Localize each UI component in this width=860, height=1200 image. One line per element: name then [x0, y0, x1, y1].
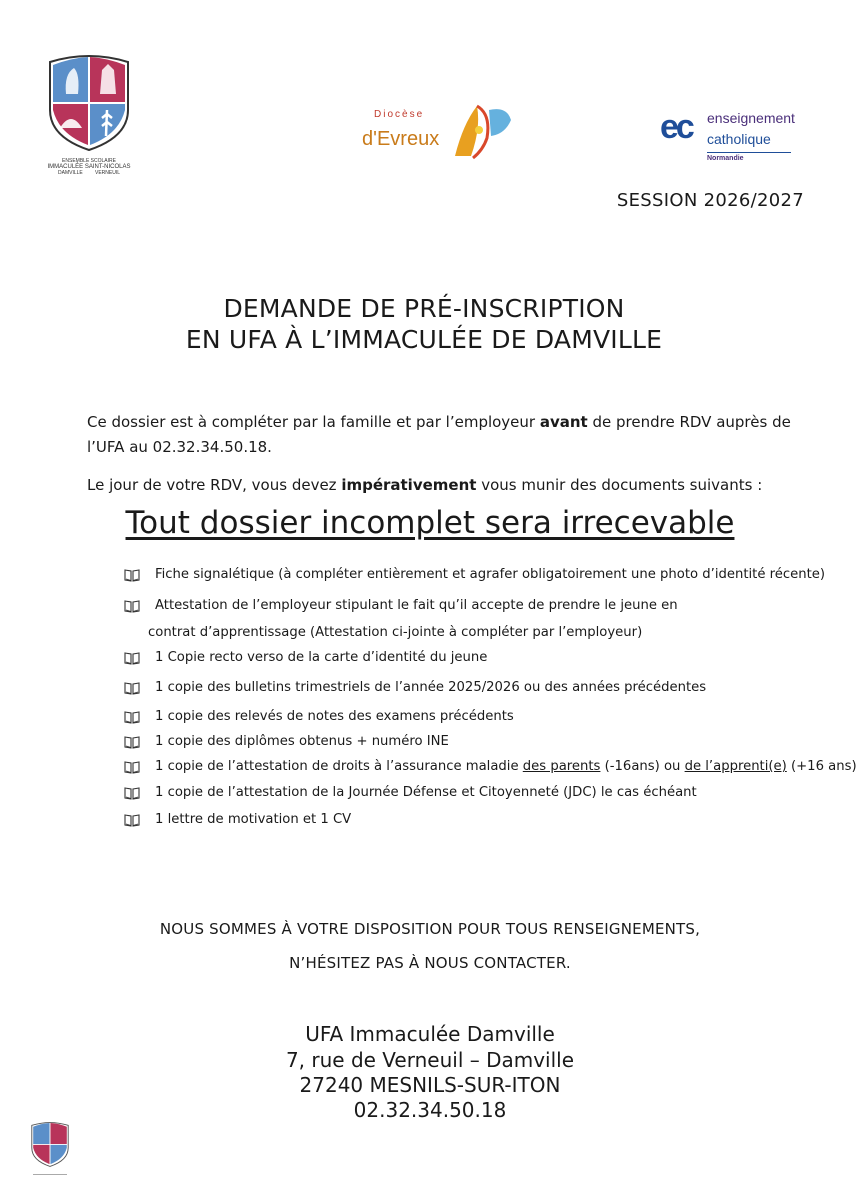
- list-item-text-part: 1 copie de l’attestation de droits à l’assurance maladie: [155, 759, 523, 774]
- list-item-text-part: (+16 ans): [786, 759, 857, 774]
- warning-heading: Tout dossier incomplet sera irrecevable: [125, 505, 735, 541]
- page-title-line1: DEMANDE DE PRÉ-INSCRIPTION: [223, 294, 625, 323]
- list-item-text: 1 lettre de motivation et 1 CV: [155, 812, 352, 827]
- diocese-name: d'Evreux: [362, 128, 440, 150]
- school-logo: [44, 52, 134, 177]
- contact-line2: N’HÉSITEZ PAS À NOUS CONTACTER.: [289, 954, 571, 972]
- list-item: [124, 650, 487, 665]
- ec-mark: ec: [660, 108, 692, 146]
- list-item: [124, 709, 514, 724]
- open-book-icon: [124, 599, 140, 613]
- list-item: [124, 759, 857, 774]
- open-book-icon: [124, 568, 140, 582]
- session-label: SESSION 2026/2027: [616, 190, 804, 211]
- intro-text-1: Ce dossier est à compléter par la famille et par l’employeur: [87, 413, 540, 431]
- school-logo-right: VERNEUIL: [94, 170, 120, 176]
- address-phone: 02.32.34.50.18: [353, 1098, 507, 1122]
- address-street: 7, rue de Verneuil – Damville: [285, 1048, 575, 1072]
- list-item-text: Fiche signalétique (à compléter entièrement et agrafer obligatoirement une photo d’identité récente): [155, 567, 826, 582]
- ec-logo: [660, 110, 800, 170]
- open-book-icon: [124, 651, 140, 665]
- open-book-icon: [124, 681, 140, 695]
- list-item-text: 1 copie des relevés de notes des examens précédents: [155, 709, 514, 724]
- list-item: [124, 598, 678, 613]
- list-item: [124, 812, 351, 827]
- open-book-icon: [124, 735, 140, 749]
- ec-line2: catholique: [707, 131, 771, 147]
- intro-bold-1: avant: [539, 413, 588, 431]
- ec-line1: enseignement: [707, 110, 795, 126]
- list-item: [124, 734, 449, 749]
- underlined-apprentice: de l’apprenti(e): [684, 759, 787, 774]
- list-item-text: [155, 759, 857, 774]
- list-item-text: 1 Copie recto verso de la carte d’identité du jeune: [155, 650, 488, 665]
- underlined-parents: des parents: [522, 759, 601, 774]
- intro-paragraph: [87, 410, 807, 460]
- contact-line1: NOUS SOMMES À VOTRE DISPOSITION POUR TOUS RENSEIGNEMENTS,: [159, 920, 701, 938]
- diocese-logo: [362, 100, 517, 162]
- footer-shield-icon: [29, 1120, 71, 1168]
- address-name: UFA Immaculée Damville: [305, 1022, 555, 1046]
- school-shield-icon: [44, 52, 134, 152]
- instruction-text-2: vous munir des documents suivants :: [476, 476, 763, 494]
- school-logo-left: DAMVILLE: [58, 170, 83, 176]
- list-item: [124, 785, 697, 800]
- instruction-text-1: Le jour de votre RDV, vous devez: [87, 476, 342, 494]
- instruction-paragraph: [87, 473, 807, 498]
- list-item-text: 1 copie de l’attestation de la Journée Défense et Citoyenneté (JDC) le cas échéant: [155, 785, 697, 800]
- diocese-small-label: Diocèse: [374, 109, 425, 120]
- list-item: [124, 680, 706, 695]
- list-item-continuation: contrat d’apprentissage (Attestation ci-jointe à compléter par l’employeur): [148, 625, 643, 640]
- open-book-icon: [124, 710, 140, 724]
- instruction-bold: impérativement: [341, 476, 477, 494]
- school-logo-line1: ENSEMBLE SCOLAIRE: [62, 158, 116, 164]
- intro-text-2: de prendre RDV auprès de l’UFA au 02.32.34.50.18.: [87, 413, 791, 456]
- footer-school-logo: [29, 1120, 71, 1176]
- ec-region: Normandie: [707, 155, 744, 162]
- list-item-text: Attestation de l’employeur stipulant le fait qu’il accepte de prendre le jeune en: [155, 598, 678, 613]
- list-item-text: 1 copie des diplômes obtenus + numéro INE: [155, 734, 449, 749]
- open-book-icon: [124, 813, 140, 827]
- open-book-icon: [124, 760, 140, 774]
- list-item: [124, 567, 825, 582]
- diocese-emblem-icon: [447, 100, 517, 162]
- open-book-icon: [124, 786, 140, 800]
- list-item-text-part: (-16ans) ou: [600, 759, 685, 774]
- address-city: 27240 MESNILS-SUR-ITON: [299, 1073, 561, 1097]
- page-title-line2: EN UFA À L’IMMACULÉE DE DAMVILLE: [185, 325, 663, 354]
- school-logo-line2: IMMACULÉE SAINT-NICOLAS: [47, 164, 131, 170]
- list-item-text: 1 copie des bulletins trimestriels de l’année 2025/2026 ou des années précédentes: [155, 680, 707, 695]
